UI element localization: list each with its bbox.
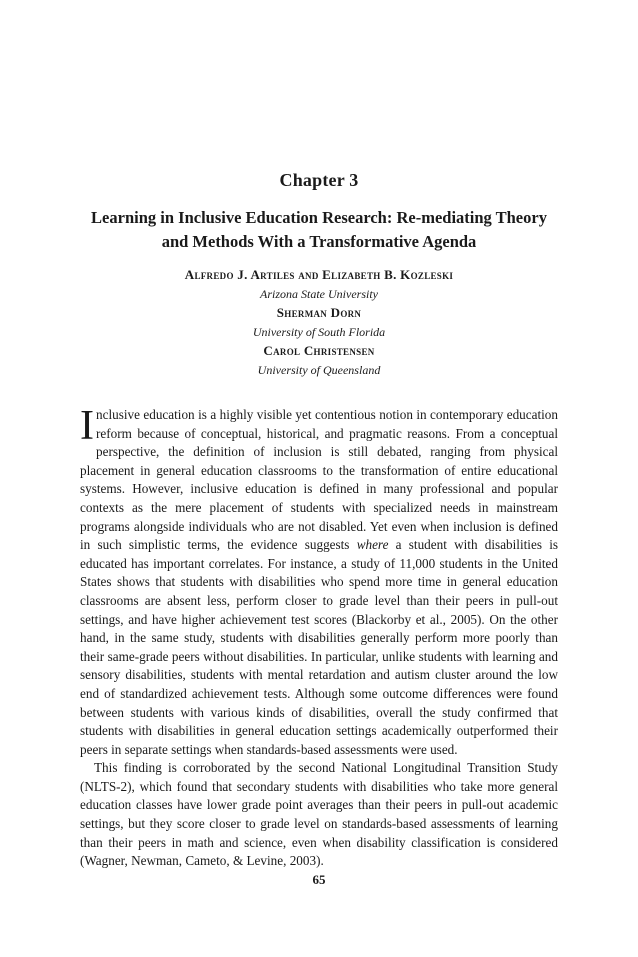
- author-names-1: Alfredo J. Artiles and Elizabeth B. Kozleski: [184, 267, 454, 282]
- paragraph-1-text-a: nclusive education is a highly visible yet contentious notion in contemporary education reform because of conceptual, historical, and pragmatic reasons. From a conceptual perspective, the definition of inclusion is still debated, ranging from physical placement in general education classrooms to the transformation of entire educational systems. However, inclusive education is defined in many professional and popular contexts as the mere placement of students with specialized needs in mainstream programs alongside individuals who are not disabled. Yet even when inclusion is defined in such simplistic terms, the evidence suggests: [80, 407, 558, 553]
- paragraph-2: This finding is corroborated by the second National Longitudinal Transition Study (NLTS-2), which found that secondary students with disabilities who take more general education classes have lower grade point averages than their peers in pull-out academic settings, but they score closer to grade level on standards-based assessments of learning than their peers in math and science, even when disability classification is considered (Wagner, Newman, Cameto, & Levine, 2003).: [80, 760, 558, 869]
- author-block: [0, 265, 638, 379]
- author-names-2: Sherman Dorn: [276, 305, 362, 320]
- paragraph-1-text-b: a student with disabilities is educated has important correlates. For instance, a study of 11,000 students in the United States shows that students with disabilities who spend more time in general education classrooms are absent less, perform closer to grade level than their peers in pull-out settings, and have higher achievement test scores (Blackorby et al., 2005). On the other hand, in the same study, students with disabilities generally perform more poorly than their same-grade peers without disabilities. In particular, unlike students with learning and sensory disabilities, students with mental retardation and autism cluster around the low end of standardized achievement tests. Although some outcome differences were found between students with various kinds of disabilities, overall the study confirmed that students with disabilities in general education settings academically outperformed their peers in separate settings when standards-based assessments were used.: [80, 537, 558, 757]
- page-number: 65: [312, 872, 326, 887]
- emphasis-where: where: [356, 537, 389, 553]
- affiliation-3: University of Queensland: [257, 363, 381, 377]
- author-names-3: Carol Christensen: [263, 343, 375, 358]
- paragraph-1: [80, 403, 558, 759]
- affiliation-2: University of South Florida: [252, 325, 386, 339]
- affiliation-1: Arizona State University: [260, 287, 378, 301]
- chapter-label: Chapter 3: [279, 170, 359, 190]
- body-text: [80, 403, 558, 871]
- drop-cap: I: [80, 403, 94, 449]
- chapter-title: Learning in Inclusive Education Research: Re-mediating Theory and Methods With a Transformative Agenda: [91, 208, 547, 251]
